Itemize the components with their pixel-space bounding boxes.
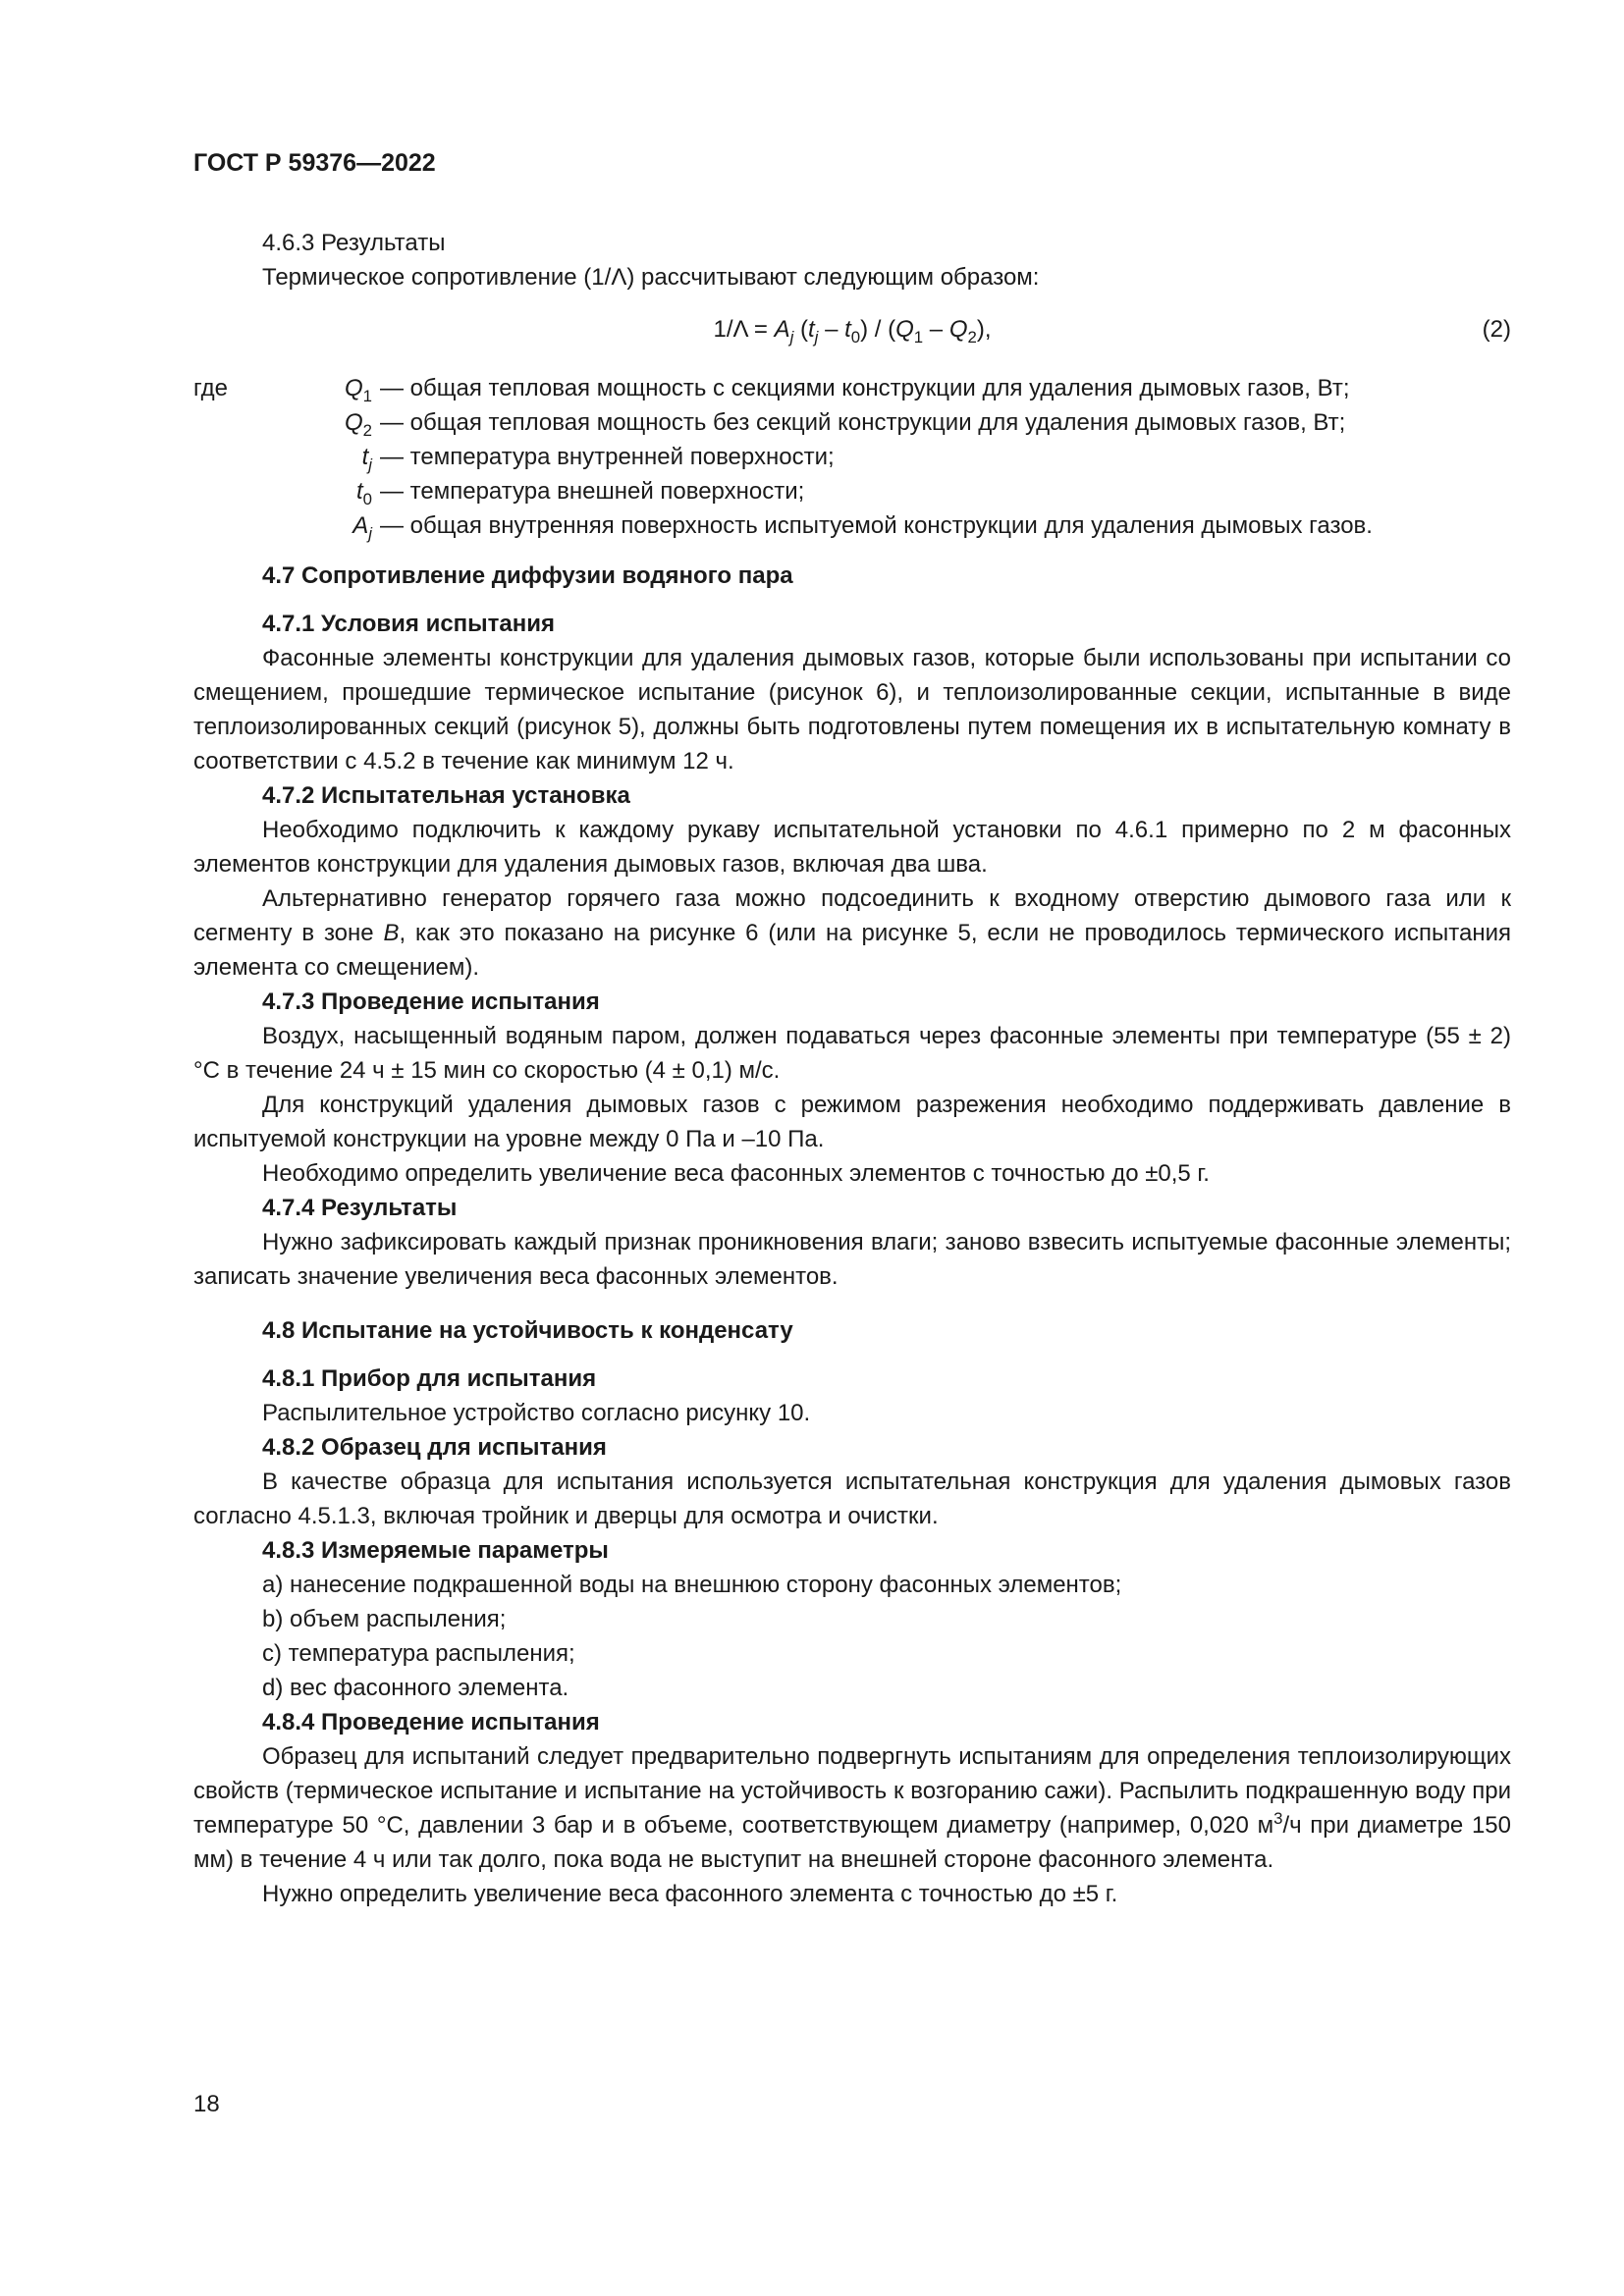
paragraph: В качестве образца для испытания используется испытательная конструкция для удаления дымовых газов согласно 4.5.1.3, включая тройник и дверцы для осмотра и очистки. xyxy=(193,1468,1511,1529)
list-item: d) вес фасонного элемента. xyxy=(262,1675,569,1701)
section-4-8-4-title: 4.8.4 Проведение испытания xyxy=(262,1709,600,1735)
paragraph: Для конструкций удаления дымовых газов с режимом разрежения необходимо поддерживать давление в испытуемой конструкции на уровне между 0 Па и –10 Па. xyxy=(193,1092,1511,1152)
page-number: 18 xyxy=(193,2091,220,2117)
paragraph: Нужно зафиксировать каждый признак проникновения влаги; заново взвесить испытуемые фасонные элементы; записать значение увеличения веса фасонных элементов. xyxy=(193,1229,1511,1290)
section-4-6-3-intro: Термическое сопротивление (1/Λ) рассчитывают следующим образом: xyxy=(262,264,1040,291)
section-4-6-3-title: 4.6.3 Результаты xyxy=(262,230,446,256)
paragraph: Альтернативно генератор горячего газа можно подсоединить к входному отверстию дымового газа или к сегменту в зоне B, как это показано на рисунке 6 (или на рисунке 5, если не проводилось термического испытания элемента со смещением). xyxy=(193,885,1511,981)
paragraph: Фасонные элементы конструкции для удаления дымовых газов, которые были использованы при испытании со смещением, прошедшие термическое испытание (рисунок 6), и теплоизолированные секции, испытанные в виде теплоизолированных секций (рисунок 5), должны быть подготовлены путем помещения их в испытательную комнату в соответствии с 4.5.2 в течение как минимум 12 ч. xyxy=(193,645,1511,774)
section-4-8-2-title: 4.8.2 Образец для испытания xyxy=(262,1434,607,1461)
section-4-8-title: 4.8 Испытание на устойчивость к конденсату xyxy=(262,1317,793,1344)
definition-row: $Q_2$ — общая тепловая мощность без секций конструкции для удаления дымовых газов, Вт; xyxy=(344,409,1346,440)
formula-2 xyxy=(193,312,1511,355)
definition-row: $t_j$ — температура внутренней поверхности; xyxy=(361,444,835,474)
definition-row: где $Q_1$ — общая тепловая мощность с секциями конструкции для удаления дымовых газов, Вт; xyxy=(193,375,1350,405)
document-body xyxy=(193,226,1511,1911)
section-4-8-3-title: 4.8.3 Измеряемые параметры xyxy=(262,1537,609,1564)
formula-definitions xyxy=(193,371,1511,543)
section-4-7-1-title: 4.7.1 Условия испытания xyxy=(262,611,556,637)
section-4-7-2-title: 4.7.2 Испытательная установка xyxy=(262,782,630,809)
paragraph: Нужно определить увеличение веса фасонного элемента с точностью до ±5 г. xyxy=(262,1881,1118,1907)
formula-number: (2) xyxy=(1482,316,1511,343)
list-item: c) температура распыления; xyxy=(262,1640,575,1667)
document-header: ГОСТ Р 59376—2022 xyxy=(193,149,436,177)
section-4-7-title: 4.7 Сопротивление диффузии водяного пара xyxy=(262,562,793,589)
section-4-8-1-title: 4.8.1 Прибор для испытания xyxy=(262,1365,597,1392)
definition-row: $t_0$ — температура внешней поверхности; xyxy=(355,478,805,508)
definition-row: $A_j$ — общая внутренняя поверхность испытуемой конструкции для удаления дымовых газов. xyxy=(352,512,1373,543)
paragraph: Воздух, насыщенный водяным паром, должен подаваться через фасонные элементы при температуре (55 ± 2) °С в течение 24 ч ± 15 мин со скоростью (4 ± 0,1) м/с. xyxy=(193,1023,1511,1084)
list-item: a) нанесение подкрашенной воды на внешнюю сторону фасонных элементов; xyxy=(262,1572,1122,1598)
formula-expression: $1/\Lambda = A_j$ $(t_j - t_0) / (Q_1 - Q_2)$, xyxy=(713,316,992,347)
paragraph: Необходимо определить увеличение веса фасонных элементов с точностью до ±0,5 г. xyxy=(262,1160,1210,1187)
section-4-7-4-title: 4.7.4 Результаты xyxy=(262,1195,458,1221)
paragraph: Образец для испытаний следует предварительно подвергнуть испытаниям для определения теплоизолирующих свойств (термическое испытание и испытание на устойчивость к возгоранию сажи). Распылить подкрашенную воду при температуре 50 °С, давлении 3 бар и в объеме, соответствующем диаметру (например, 0,020 $м^3/ч$ при диаметре 150 мм) в течение 4 ч или так долго, пока вода не выступит на внешней стороне фасонного элемента. xyxy=(193,1743,1512,1873)
paragraph: Необходимо подключить к каждому рукаву испытательной установки по 4.6.1 примерно по 2 м фасонных элементов конструкции для удаления дымовых газов, включая два шва. xyxy=(193,817,1511,878)
paragraph: Распылительное устройство согласно рисунку 10. xyxy=(262,1400,811,1426)
section-4-7-3-title: 4.7.3 Проведение испытания xyxy=(262,988,600,1015)
list-item: b) объем распыления; xyxy=(262,1606,507,1632)
